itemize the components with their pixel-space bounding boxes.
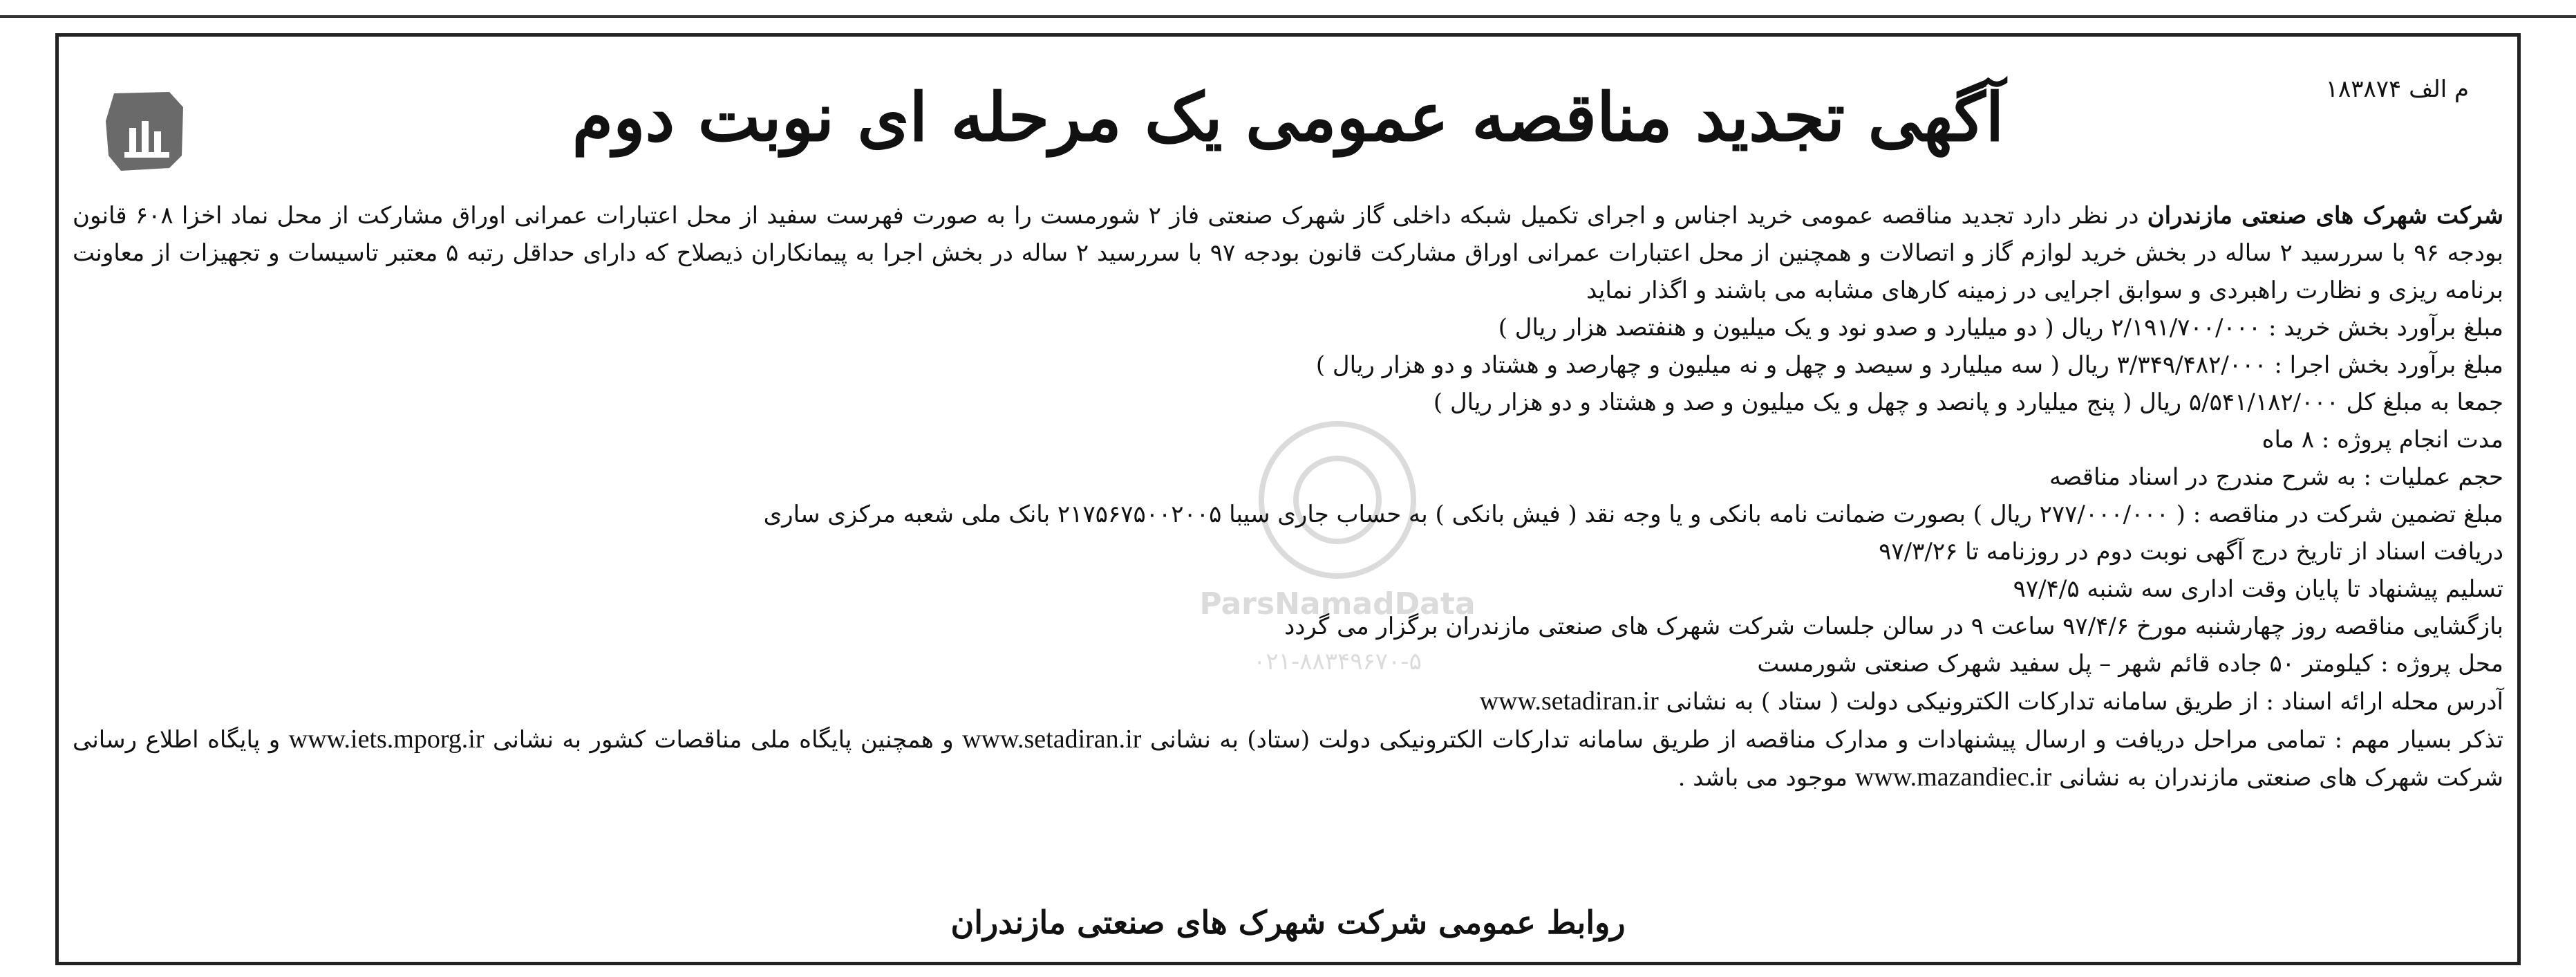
reference-code: م الف ۱۸۳۸۷۴ bbox=[2325, 75, 2469, 103]
setad-link[interactable]: www.setadiran.ir bbox=[1479, 687, 1659, 716]
guarantee-amount: مبلغ تضمین شرکت در مناقصه : ( ۲۷۷/۰۰۰/۰۰۰ ریال ) بصورت ضمانت نامه بانکی و یا وجه نقد ( فیش بانکی ) به حساب جاری سیبا ۲۱۷۵۶۷۵۰۰۲۰۰۵ بانک ملی شعبه مرکزی ساری bbox=[763, 501, 2503, 528]
note-part1: تذکر بسیار مهم : تمامی مراحل دریافت و ارسال پیشنهادات و مدارک مناقصه از طریق سامانه تدارکات الکترونیکی دولت (ستاد) به نشانی bbox=[1149, 726, 2504, 754]
project-location: محل پروژه : کیلومتر ۵۰ جاده قائم شهر – پل سفید شهرک صنعتی شورمست bbox=[1757, 650, 2503, 678]
top-rule bbox=[0, 0, 2576, 18]
setad-link-note[interactable]: www.setadiran.ir bbox=[962, 725, 1142, 754]
notice-body bbox=[73, 197, 2503, 797]
total-amount: جمعا به مبلغ کل ۵/۵۴۱/۱۸۲/۰۰۰ ریال ( پنج میلیارد و پانصد و چهل و یک میلیون و صد و هشتاد و دو هزار ریال ) bbox=[1433, 389, 2503, 416]
public-relations-signature: روابط عمومی شرکت شهرک های صنعتی مازندران bbox=[950, 904, 1626, 941]
mazandiec-link[interactable]: www.mazandiec.ir bbox=[1854, 763, 2052, 792]
project-duration: مدت انجام پروژه : ۸ ماه bbox=[2262, 426, 2503, 454]
note-part4: موجود می باشد . bbox=[1677, 764, 1848, 792]
notice-frame bbox=[55, 33, 2521, 965]
bid-opening: بازگشایی مناقصه روز چهارشنبه مورخ ۹۷/۴/۶ ساعت ۹ در سالن جلسات شرکت شهرک های صنعتی مازندران برگزار می گردد bbox=[1284, 613, 2503, 640]
note-part3: و پایگاه اطلاع رسانی شرکت شهرک های صنعتی مازندران به نشانی bbox=[73, 726, 2503, 792]
watermark-brand: ParsNamadData bbox=[1199, 586, 1476, 622]
purchase-estimate: مبلغ برآورد بخش خرید : ۲/۱۹۱/۷۰۰/۰۰۰ ریال ( دو میلیارد و صدو نود و یک میلیون و هنفتصد هزار ریال ) bbox=[1498, 314, 2503, 342]
intro-text: در نظر دارد تجدید مناقصه عمومی خرید اجناس و اجرای تکمیل شبکه داخلی گاز شهرک صنعتی فاز ۲ شورمست را به صورت فهرست سفید از محل اعتبارات عمرانی اوراق مشارکت از محل نماد اخزا ۶۰۸ قانون بودجه ۹۶ با سررسید ۲ ساله در بخش خرید لوازم گاز و اتصالات و همچنین از محل اعتبارات عمرانی اوراق مشارکت قانون بودجه ۹۷ با سررسید ۲ ساله در بخش اجرا به پیمانکاران ذیصلاح که دارای حداقل رتبه ۵ معتبر تاسیسات و تجهیزات از معاونت برنامه ریزی و نظارت راهبردی و سوابق اجرایی در زمینه کارهای مشابه می باشند و اگذار نماید bbox=[73, 202, 2504, 304]
bid-submission: تسلیم پیشنهاد تا پایان وقت اداری سه شنبه ۹۷/۴/۵ bbox=[2013, 575, 2503, 603]
work-volume: حجم عملیات : به شرح مندرج در اسناد مناقصه bbox=[2049, 463, 2503, 491]
documents-address bbox=[73, 682, 2503, 720]
important-note bbox=[73, 720, 2503, 797]
iets-link[interactable]: www.iets.mporg.ir bbox=[288, 725, 485, 754]
watermark-phone: ۰۲۱-۸۸۳۴۹۶۷۰-۵ bbox=[1253, 648, 1422, 676]
intro-paragraph bbox=[73, 197, 2503, 309]
execution-estimate: مبلغ برآورد بخش اجرا : ۳/۳۴۹/۴۸۲/۰۰۰ ریال ( سه میلیارد و سیصد و چهل و نه میلیون و چهارصد و هشتاد و دو هزار ریال ) bbox=[1315, 351, 2503, 379]
document-receipt: دریافت اسناد از تاریخ درج آگهی نوبت دوم در روزنامه تا ۹۷/۳/۲۶ bbox=[1879, 538, 2503, 566]
notice-title: آگهی تجدید مناقصه عمومی یک مرحله ای نوبت دوم bbox=[572, 78, 2004, 156]
note-part2: و همچنین پایگاه ملی مناقصات کشور به نشانی bbox=[493, 726, 954, 754]
company-name: شرکت شهرک های صنعتی مازندران bbox=[2147, 202, 2504, 230]
documents-address-text: آدرس محله ارائه اسناد : از طریق سامانه تدارکات الکترونیکی دولت ( ستاد ) به نشانی bbox=[1666, 688, 2503, 716]
